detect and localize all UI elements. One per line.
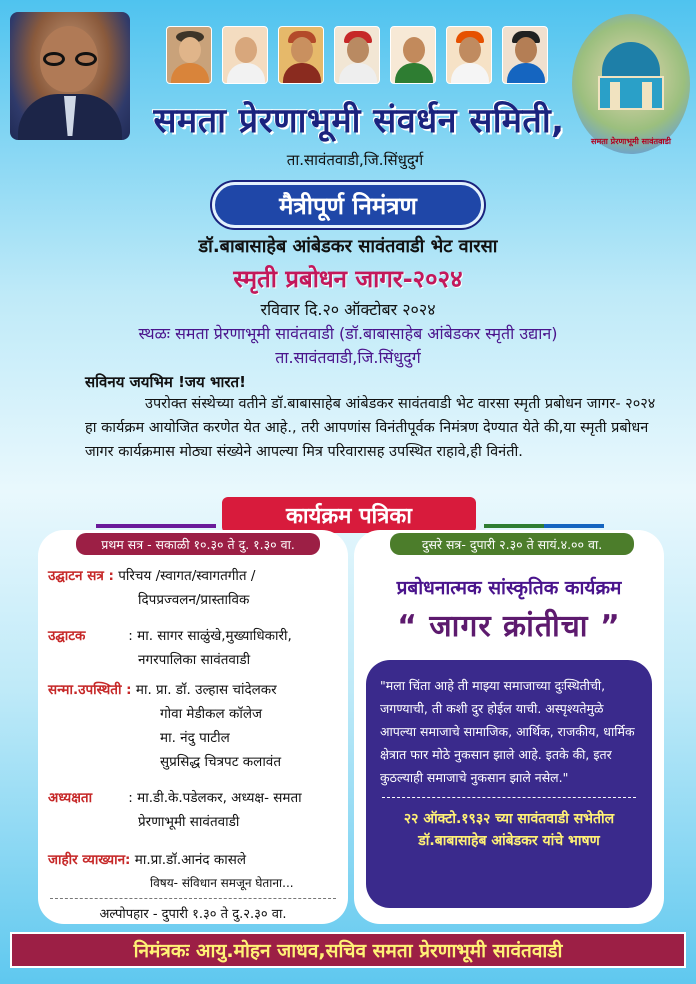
memorial-caption: समता प्रेरणाभूमी सावंतवाडी <box>591 137 671 146</box>
session1-row-inaugurator-cont: नगरपालिका सावंतवाडी <box>138 652 251 668</box>
event-heading: डॉ.बाबासाहेब आंबेडकर सावंतवाडी भेट वारसा <box>198 236 498 257</box>
session1-row-lecture: जाहीर व्याख्यान: मा.प्रा.डॉ.आनंद कासले <box>48 852 246 868</box>
leader-portrait <box>10 12 130 140</box>
session1-row-lecture-topic: विषय- संविधान समजून घेताना... <box>150 876 294 890</box>
program-title: कार्यक्रम पत्रिका <box>222 497 476 533</box>
invitation-body: उपरोक्त संस्थेच्या वतीने डॉ.बाबासाहेब आंबेडकर सावंतवाडी भेट वारसा स्मृती प्रबोधन जागर- २०२४ हा कार्यक्रम आयोजित करणेत येत आहे., तरी आपणांस विनंतीपूर्वक निमंत्रण देण्यात येते की,या स्मृती प्रबोधन जागर कार्यक्रमास मोठ्या संख्येने आपल्या मित्र परिवारासह उपस्थित राहावे,ही विनंती. <box>85 396 656 460</box>
event-venue-place: ता.सावंतवाडी,जि.सिंधुदुर्ग <box>275 348 421 367</box>
session1-row-inauguration: उद्घाटन सत्र : परिचय /स्वागत/स्वागतगीत / <box>48 568 256 584</box>
leader-thumbnail <box>278 26 324 84</box>
session1-row-guests: सन्मा.उपस्थिती : मा. प्रा. डॉ. उल्हास चांदेलकर <box>48 682 277 698</box>
portrait-glasses <box>43 52 97 66</box>
divider-left <box>96 524 216 528</box>
leader-thumbnail <box>334 26 380 84</box>
session1-row-inauguration-cont: दिपप्रज्वलन/प्रास्ताविक <box>138 592 250 608</box>
leader-thumbnail <box>166 26 212 84</box>
memorial-dome <box>602 42 660 76</box>
session1-tab: प्रथम सत्र - सकाळी १०.३० ते दु. १.३० वा. <box>76 533 320 555</box>
session1-row-president-cont: प्रेरणाभूमी सावंतवाडी <box>138 814 240 830</box>
session1-row-guest-line: मा. नंदु पाटील <box>160 730 230 746</box>
memorial-logo <box>572 14 690 154</box>
session2-tab: दुसरे सत्र- दुपारी २.३० ते सायं.४.०० वा. <box>390 533 634 555</box>
session1-row-inaugurator: उद्घाटक : मा. सागर साळुंखे,मुख्याधिकारी, <box>48 628 292 644</box>
leader-thumbnail <box>390 26 436 84</box>
quote-source-line2: डॉ.बाबासाहेब आंबेडकर यांचे भाषण <box>418 833 600 849</box>
event-date: रविवार दि.२० ऑक्टोबर २०२४ <box>260 300 436 319</box>
organization-location: ता.सावंतवाडी,जि.सिंधुदुर्ग <box>286 151 424 169</box>
quote-text: "मला चिंता आहे ती माझ्या समाजाच्या दुःस्थितीची, जगण्याची, ती कशी दुर होईल याची. अस्पृश्यतेमुळे आपल्या समाजाचे सामाजिक, आर्थिक, राजकीय, धार्मिक क्षेत्रात फार मोठे नुकसान झाले आहे. इतके की, इतर कुठल्याही समाजाचे नुकसान झाले नसेल." <box>380 678 635 785</box>
session2-heading: प्रबोधनात्मक सांस्कृतिक कार्यक्रम <box>396 577 622 599</box>
quote-divider <box>382 797 636 798</box>
leader-thumbnail <box>222 26 268 84</box>
memorial-base <box>598 76 664 110</box>
session1-row-guest-line: गोवा मेडीकल कॉलेज <box>160 706 263 722</box>
snack-time: अल्पोपहार - दुपारी १.३० ते दु.२.३० वा. <box>99 907 287 922</box>
footer-inviter: निमंत्रकः आयु.मोहन जाधव,सचिव समता प्रेरणाभूमी सावंतवाडी <box>10 932 686 968</box>
session2-program-name: “ जागर क्रांतीचा ” <box>397 609 621 644</box>
quote-source-line1: २२ ऑक्टो.१९३२ च्या सावंतवाडी सभेतील <box>403 811 615 827</box>
quote-box <box>366 660 652 908</box>
divider-right <box>484 524 604 528</box>
organization-title: समता प्रेरणाभूमी संवर्धन समिती, <box>153 101 565 141</box>
leaders-thumbnail-row <box>166 26 550 84</box>
session1-row-guest-line: सुप्रसिद्ध चित्रपट कलावंत <box>160 754 282 770</box>
event-title: स्मृती प्रबोधन जागर-२०२४ <box>233 265 463 293</box>
session1-row-president: अध्यक्षता : मा.डी.के.पडेलकर, अध्यक्ष- समता <box>48 790 302 806</box>
event-venue: स्थळः समता प्रेरणाभूमी सावंतवाडी (डॉ.बाबासाहेब आंबेडकर स्मृती उद्यान) <box>138 324 558 343</box>
leader-thumbnail <box>502 26 548 84</box>
invitation-badge: मैत्रीपूर्ण निमंत्रण <box>212 182 484 228</box>
snack-divider <box>50 898 336 899</box>
leader-thumbnail <box>446 26 492 84</box>
greeting: सविनय जयभिम !जय भारत! <box>85 373 246 391</box>
